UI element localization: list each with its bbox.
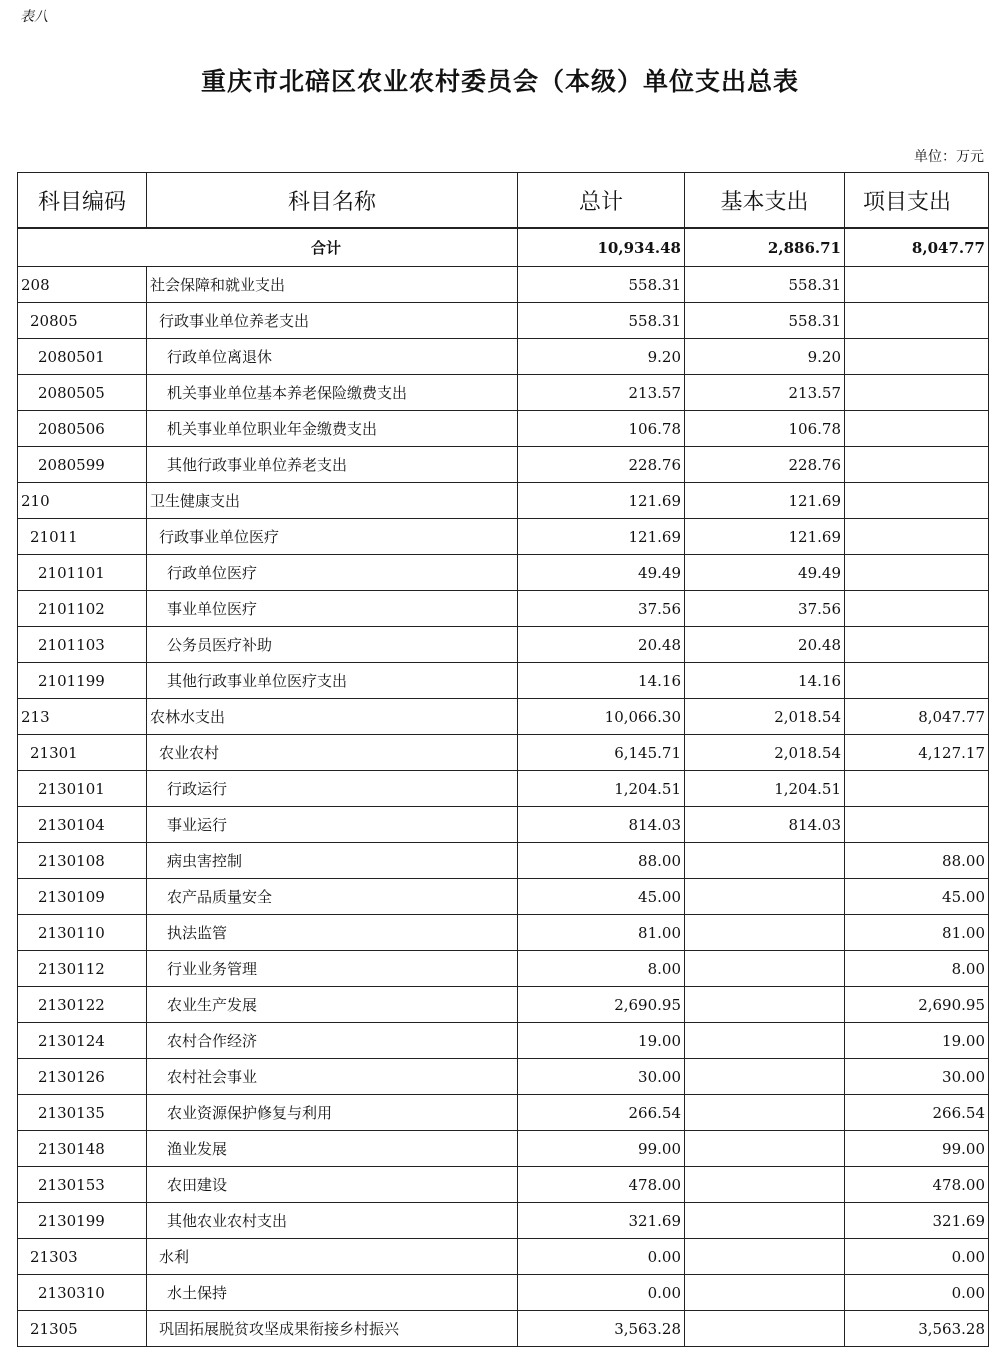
table-row bbox=[18, 1311, 989, 1347]
row-project bbox=[845, 483, 989, 519]
row-code: 2130148 bbox=[18, 1131, 147, 1167]
table-row bbox=[18, 1059, 989, 1095]
row-name: 渔业发展 bbox=[147, 1131, 518, 1167]
row-project: 88.00 bbox=[845, 843, 989, 879]
row-name: 农田建设 bbox=[147, 1167, 518, 1203]
total-basic: 2,886.71 bbox=[685, 228, 845, 267]
row-basic bbox=[685, 843, 845, 879]
row-code: 2130112 bbox=[18, 951, 147, 987]
table-number: 表八 bbox=[20, 9, 48, 25]
row-project: 266.54 bbox=[845, 1095, 989, 1131]
row-total: 814.03 bbox=[518, 807, 685, 843]
row-total: 1,204.51 bbox=[518, 771, 685, 807]
table-row bbox=[18, 627, 989, 663]
table-row bbox=[18, 1167, 989, 1203]
total-row bbox=[18, 228, 989, 267]
row-code: 2130109 bbox=[18, 879, 147, 915]
row-name: 机关事业单位基本养老保险缴费支出 bbox=[147, 375, 518, 411]
row-total: 14.16 bbox=[518, 663, 685, 699]
row-name: 巩固拓展脱贫攻坚成果衔接乡村振兴 bbox=[147, 1311, 518, 1347]
row-code: 2080599 bbox=[18, 447, 147, 483]
table-row bbox=[18, 843, 989, 879]
row-project: 8,047.77 bbox=[845, 699, 989, 735]
row-name: 行业业务管理 bbox=[147, 951, 518, 987]
row-total: 228.76 bbox=[518, 447, 685, 483]
row-total: 88.00 bbox=[518, 843, 685, 879]
row-basic: 9.20 bbox=[685, 339, 845, 375]
row-project: 321.69 bbox=[845, 1203, 989, 1239]
row-name: 机关事业单位职业年金缴费支出 bbox=[147, 411, 518, 447]
row-total: 30.00 bbox=[518, 1059, 685, 1095]
row-total: 121.69 bbox=[518, 519, 685, 555]
row-name: 其他行政事业单位养老支出 bbox=[147, 447, 518, 483]
row-total: 121.69 bbox=[518, 483, 685, 519]
row-total: 45.00 bbox=[518, 879, 685, 915]
row-code: 2130126 bbox=[18, 1059, 147, 1095]
row-name: 卫生健康支出 bbox=[147, 483, 518, 519]
row-basic: 20.48 bbox=[685, 627, 845, 663]
table-row bbox=[18, 1023, 989, 1059]
table-row bbox=[18, 1095, 989, 1131]
row-total: 3,563.28 bbox=[518, 1311, 685, 1347]
row-basic bbox=[685, 1059, 845, 1095]
table-row bbox=[18, 555, 989, 591]
table-row bbox=[18, 519, 989, 555]
row-basic bbox=[685, 1239, 845, 1275]
row-code: 21305 bbox=[18, 1311, 147, 1347]
row-project: 4,127.17 bbox=[845, 735, 989, 771]
row-total: 99.00 bbox=[518, 1131, 685, 1167]
row-basic: 228.76 bbox=[685, 447, 845, 483]
header-name: 科目名称 bbox=[147, 173, 518, 229]
row-code: 2130101 bbox=[18, 771, 147, 807]
row-code: 21011 bbox=[18, 519, 147, 555]
row-name: 水利 bbox=[147, 1239, 518, 1275]
row-basic bbox=[685, 915, 845, 951]
row-total: 478.00 bbox=[518, 1167, 685, 1203]
header-code: 科目编码 bbox=[18, 173, 147, 229]
row-total: 558.31 bbox=[518, 267, 685, 303]
table-row bbox=[18, 447, 989, 483]
row-basic: 558.31 bbox=[685, 267, 845, 303]
row-code: 21303 bbox=[18, 1239, 147, 1275]
row-name: 社会保障和就业支出 bbox=[147, 267, 518, 303]
table-row bbox=[18, 483, 989, 519]
row-total: 6,145.71 bbox=[518, 735, 685, 771]
row-name: 执法监管 bbox=[147, 915, 518, 951]
row-basic bbox=[685, 951, 845, 987]
row-basic: 814.03 bbox=[685, 807, 845, 843]
row-name: 事业单位医疗 bbox=[147, 591, 518, 627]
row-basic bbox=[685, 1311, 845, 1347]
total-project: 8,047.77 bbox=[845, 228, 989, 267]
row-code: 2080505 bbox=[18, 375, 147, 411]
row-basic: 558.31 bbox=[685, 303, 845, 339]
row-code: 2130153 bbox=[18, 1167, 147, 1203]
row-total: 49.49 bbox=[518, 555, 685, 591]
row-name: 农业农村 bbox=[147, 735, 518, 771]
row-name: 病虫害控制 bbox=[147, 843, 518, 879]
row-total: 0.00 bbox=[518, 1275, 685, 1311]
row-total: 10,066.30 bbox=[518, 699, 685, 735]
row-code: 213 bbox=[18, 699, 147, 735]
row-project: 30.00 bbox=[845, 1059, 989, 1095]
row-name: 行政单位医疗 bbox=[147, 555, 518, 591]
row-basic: 121.69 bbox=[685, 483, 845, 519]
table-row bbox=[18, 951, 989, 987]
row-code: 2101101 bbox=[18, 555, 147, 591]
row-project: 45.00 bbox=[845, 879, 989, 915]
table-row bbox=[18, 879, 989, 915]
row-project: 2,690.95 bbox=[845, 987, 989, 1023]
table-row bbox=[18, 1239, 989, 1275]
row-code: 2130135 bbox=[18, 1095, 147, 1131]
row-basic bbox=[685, 1275, 845, 1311]
table-row bbox=[18, 807, 989, 843]
row-project: 0.00 bbox=[845, 1275, 989, 1311]
row-project bbox=[845, 411, 989, 447]
row-code: 2130110 bbox=[18, 915, 147, 951]
row-total: 0.00 bbox=[518, 1239, 685, 1275]
row-project bbox=[845, 447, 989, 483]
row-project: 8.00 bbox=[845, 951, 989, 987]
total-label: 合计 bbox=[18, 228, 518, 267]
row-name: 公务员医疗补助 bbox=[147, 627, 518, 663]
row-total: 321.69 bbox=[518, 1203, 685, 1239]
row-basic bbox=[685, 1131, 845, 1167]
page-title: 重庆市北碚区农业农村委员会（本级）单位支出总表 bbox=[200, 67, 799, 96]
total-sum: 10,934.48 bbox=[518, 228, 685, 267]
row-project bbox=[845, 627, 989, 663]
row-basic: 49.49 bbox=[685, 555, 845, 591]
table-row bbox=[18, 915, 989, 951]
row-basic: 37.56 bbox=[685, 591, 845, 627]
row-name: 其他农业农村支出 bbox=[147, 1203, 518, 1239]
row-project: 99.00 bbox=[845, 1131, 989, 1167]
row-project bbox=[845, 519, 989, 555]
row-code: 2101199 bbox=[18, 663, 147, 699]
row-code: 210 bbox=[18, 483, 147, 519]
row-basic bbox=[685, 1167, 845, 1203]
row-project bbox=[845, 771, 989, 807]
table-row bbox=[18, 267, 989, 303]
row-code: 2130108 bbox=[18, 843, 147, 879]
row-total: 8.00 bbox=[518, 951, 685, 987]
row-name: 行政单位离退休 bbox=[147, 339, 518, 375]
table-row bbox=[18, 303, 989, 339]
table-row bbox=[18, 591, 989, 627]
row-name: 农村合作经济 bbox=[147, 1023, 518, 1059]
row-project bbox=[845, 303, 989, 339]
table-row bbox=[18, 1275, 989, 1311]
header-basic: 基本支出 bbox=[685, 173, 845, 229]
row-name: 行政运行 bbox=[147, 771, 518, 807]
row-total: 558.31 bbox=[518, 303, 685, 339]
row-name: 其他行政事业单位医疗支出 bbox=[147, 663, 518, 699]
row-basic bbox=[685, 1023, 845, 1059]
row-basic: 213.57 bbox=[685, 375, 845, 411]
row-total: 2,690.95 bbox=[518, 987, 685, 1023]
row-project bbox=[845, 375, 989, 411]
row-code: 2130199 bbox=[18, 1203, 147, 1239]
row-total: 19.00 bbox=[518, 1023, 685, 1059]
row-project bbox=[845, 807, 989, 843]
row-code: 208 bbox=[18, 267, 147, 303]
row-basic bbox=[685, 1203, 845, 1239]
row-code: 2130104 bbox=[18, 807, 147, 843]
row-total: 213.57 bbox=[518, 375, 685, 411]
row-project: 478.00 bbox=[845, 1167, 989, 1203]
header-total: 总计 bbox=[518, 173, 685, 229]
row-code: 2130122 bbox=[18, 987, 147, 1023]
table-row bbox=[18, 699, 989, 735]
row-name: 事业运行 bbox=[147, 807, 518, 843]
header-row bbox=[18, 173, 989, 229]
table-row bbox=[18, 771, 989, 807]
row-name: 农业生产发展 bbox=[147, 987, 518, 1023]
row-code: 2101102 bbox=[18, 591, 147, 627]
table-row bbox=[18, 339, 989, 375]
row-name: 农产品质量安全 bbox=[147, 879, 518, 915]
row-code: 2101103 bbox=[18, 627, 147, 663]
table-row bbox=[18, 411, 989, 447]
row-code: 2130310 bbox=[18, 1275, 147, 1311]
table-row bbox=[18, 987, 989, 1023]
row-name: 农业资源保护修复与利用 bbox=[147, 1095, 518, 1131]
row-project bbox=[845, 555, 989, 591]
table-row bbox=[18, 1131, 989, 1167]
row-project bbox=[845, 339, 989, 375]
table-row bbox=[18, 1203, 989, 1239]
row-name: 农村社会事业 bbox=[147, 1059, 518, 1095]
row-code: 20805 bbox=[18, 303, 147, 339]
row-basic bbox=[685, 1095, 845, 1131]
header-project: 项目支出 bbox=[845, 173, 989, 229]
row-code: 2080506 bbox=[18, 411, 147, 447]
row-total: 37.56 bbox=[518, 591, 685, 627]
row-project bbox=[845, 591, 989, 627]
row-code: 2080501 bbox=[18, 339, 147, 375]
row-total: 266.54 bbox=[518, 1095, 685, 1131]
row-basic: 121.69 bbox=[685, 519, 845, 555]
row-basic bbox=[685, 987, 845, 1023]
table-row bbox=[18, 375, 989, 411]
row-total: 20.48 bbox=[518, 627, 685, 663]
unit-label: 单位：万元 bbox=[914, 149, 984, 165]
row-name: 农林水支出 bbox=[147, 699, 518, 735]
row-total: 81.00 bbox=[518, 915, 685, 951]
row-basic: 2,018.54 bbox=[685, 735, 845, 771]
row-project: 81.00 bbox=[845, 915, 989, 951]
row-project: 19.00 bbox=[845, 1023, 989, 1059]
table-row bbox=[18, 663, 989, 699]
row-basic bbox=[685, 879, 845, 915]
row-basic: 106.78 bbox=[685, 411, 845, 447]
expenditure-table bbox=[17, 172, 989, 1347]
row-project: 3,563.28 bbox=[845, 1311, 989, 1347]
row-name: 行政事业单位医疗 bbox=[147, 519, 518, 555]
row-name: 水土保持 bbox=[147, 1275, 518, 1311]
row-total: 9.20 bbox=[518, 339, 685, 375]
row-project bbox=[845, 267, 989, 303]
row-name: 行政事业单位养老支出 bbox=[147, 303, 518, 339]
row-project: 0.00 bbox=[845, 1239, 989, 1275]
row-basic: 14.16 bbox=[685, 663, 845, 699]
row-project bbox=[845, 663, 989, 699]
row-code: 21301 bbox=[18, 735, 147, 771]
row-code: 2130124 bbox=[18, 1023, 147, 1059]
row-basic: 2,018.54 bbox=[685, 699, 845, 735]
row-total: 106.78 bbox=[518, 411, 685, 447]
table-row bbox=[18, 735, 989, 771]
row-basic: 1,204.51 bbox=[685, 771, 845, 807]
